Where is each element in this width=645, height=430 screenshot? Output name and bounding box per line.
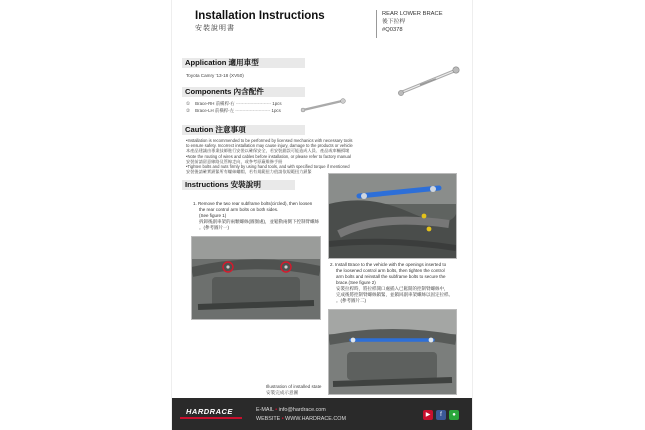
step-line: brace.(See figure 2) — [336, 280, 376, 285]
caution-line: 安裝後請確實鎖緊所有螺絲螺帽，若有規範扭力值請依規範扭力鎖緊 — [186, 169, 312, 175]
caution-line: 本產品建議由專業技師進行安裝以確保安全，若安裝錯誤可能造成人員、產品或車輛損壞 — [186, 148, 350, 154]
wechat-icon[interactable]: ● — [449, 410, 459, 420]
website-line: WEBSITE • WWW.HARDRACE.COM — [256, 416, 346, 422]
component-qty: 1pcs — [272, 101, 282, 106]
step-line: 。(參考圖片一) — [199, 225, 229, 230]
email-label: E-MAIL — [256, 407, 274, 413]
step-line: 。(參考圖片二) — [336, 298, 366, 303]
step-1-text — [193, 201, 328, 231]
facebook-icon[interactable]: f — [436, 410, 446, 420]
caption-en: Illustration of installed state — [266, 384, 322, 389]
vehicle-model: Toyota Camry '13-18 (XV50) — [186, 73, 244, 78]
website-link[interactable]: WWW.HARDRACE.COM — [285, 416, 346, 422]
email-link[interactable]: info@hardrace.com — [278, 407, 326, 413]
step-line: 完成後將控制臂螺絲鎖緊，並鎖回副車架螺絲以固定拉桿。 — [336, 292, 453, 297]
instructions-heading: Instructions 安裝說明 — [182, 180, 295, 190]
figure-detail-image — [329, 174, 456, 258]
component-qty: 1pcs — [271, 108, 281, 113]
document-subtitle: 安裝說明書 — [195, 25, 235, 32]
caution-line: •Installation is recommended to be performed by licensed mechanics with necessary tools — [186, 138, 353, 143]
caution-line: 安裝前請留意線路及管線走向，或參考原廠維修手冊 — [186, 158, 283, 164]
figure-1-image — [192, 237, 320, 319]
step-line: the loosened control arm bolts, then tighten the control — [336, 268, 445, 273]
header-divider — [376, 10, 377, 38]
installed-caption — [266, 384, 321, 396]
component-drawing — [300, 97, 348, 115]
part-number: #Q0378 — [382, 27, 403, 33]
figure-detail-photo — [328, 173, 457, 259]
component-name: Brace-RH 前橫桿-右 — [195, 101, 235, 106]
caution-line: to ensure safety. Incorrect installation may cause injury, damage to the products or vehicle — [186, 143, 353, 149]
footer — [172, 398, 472, 430]
step-line: 安裝拉桿時，將拉桿開口處插入已鬆開的控制臂螺絲中， — [336, 286, 449, 291]
step-line: 1. Remove the two rear subframe bolts(circled), then loosen — [193, 201, 313, 206]
component-number: ① — [186, 101, 190, 106]
step-line: arm bolts and reinstall the subframe bolts to secure the — [336, 274, 446, 279]
application-heading: Application 適用車型 — [182, 58, 305, 68]
components-heading: Components 內含配件 — [182, 87, 305, 97]
website-label: WEBSITE — [256, 416, 281, 422]
product-name-cn: 後下拉桿 — [382, 19, 406, 25]
component-number: ② — [186, 108, 190, 113]
step-line: the rear control arm bolts on both sides. — [199, 207, 279, 212]
component-row: ② Brace-LH 前橫桿-左 ------------------------ 1pcs — [186, 108, 281, 113]
brace-drawing — [396, 64, 466, 98]
step-line: (See figure 1) — [199, 213, 227, 218]
email-line: E-MAIL • info@hardrace.com — [256, 407, 326, 413]
caution-line: •Note the routing of wires and cables before installation, or please refer to factory manual — [186, 153, 351, 159]
figure-2-photo — [328, 309, 457, 395]
component-row: ① Brace-RH 前橫桿-右 ------------------------ 1pcs — [186, 101, 282, 106]
figure-2-image — [329, 310, 456, 394]
youtube-icon[interactable]: ▶ — [423, 410, 433, 420]
step-2-text — [330, 262, 465, 304]
document-title: Installation Instructions — [195, 10, 325, 22]
product-name: REAR LOWER BRACE — [382, 11, 443, 17]
component-name: Brace-LH 前橫桿-左 — [195, 108, 234, 113]
caution-heading: Caution 注意事項 — [182, 125, 305, 135]
step-line: 2. Install Brace to the vehicle with the openings inserted to — [330, 262, 447, 267]
caption-cn: 安裝完成示意圖 — [266, 390, 299, 395]
caution-line: •Tighten bolts and nuts firmly by using hand tools, and with specified torque if mentioned — [186, 164, 350, 170]
caution-text — [186, 138, 371, 174]
figure-1-photo — [191, 236, 321, 320]
step-line: 拆卸後副車架的兩顆螺絲(圖圈處)，並鬆動兩側下控制臂螺絲 — [199, 219, 319, 224]
brand-name: HARDRACE — [186, 407, 233, 416]
brand-logo — [180, 405, 242, 421]
